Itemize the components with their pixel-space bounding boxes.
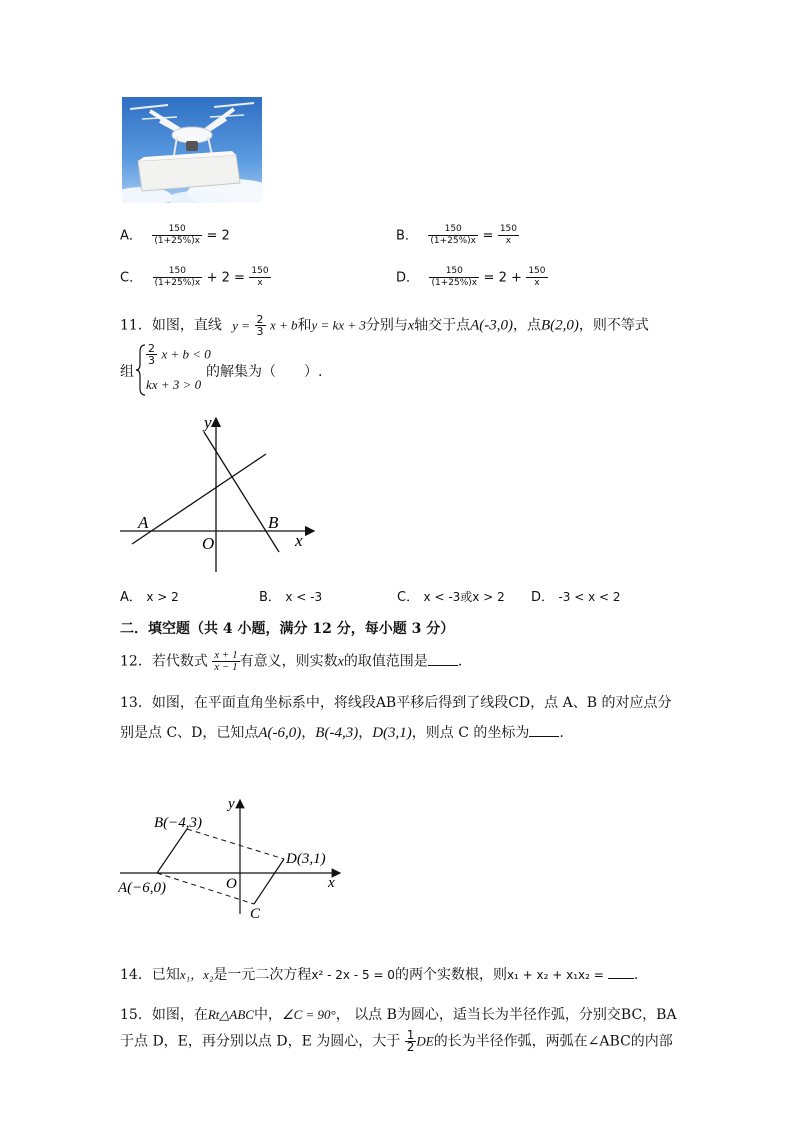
line-y-kx-plus-3 <box>204 432 279 552</box>
q11-choice-b <box>259 586 322 605</box>
q10-option-d <box>396 266 548 289</box>
q11-text: ，则不等式 <box>578 317 649 334</box>
q11-text: 和 <box>297 317 312 334</box>
period: . <box>457 653 463 670</box>
q15-text: 中， <box>253 1007 282 1023</box>
point-b: B(2,0) <box>541 317 579 334</box>
point-a-label: A(−6,0) <box>118 880 167 896</box>
denominator: (1+25%)x <box>154 278 201 288</box>
fraction-rhs <box>498 224 519 247</box>
q11-text: ，点 <box>513 317 542 334</box>
q13-line-2 <box>120 722 564 742</box>
triangle: Rt△ABC <box>207 1007 254 1022</box>
fraction <box>428 224 478 247</box>
fraction-rhs <box>526 266 547 289</box>
expression: x₁ + x₂ + x₁x₂ = <box>506 968 604 982</box>
drone-image <box>122 97 262 203</box>
q12-text: 12．若代数式 <box>120 653 208 670</box>
q10-option-b <box>396 224 519 247</box>
fraction <box>429 266 479 289</box>
angle-c: ∠C = 90° <box>281 1007 336 1022</box>
point-c-label: C <box>250 906 261 922</box>
answer-blank <box>428 653 458 666</box>
roots: x₁，x₂ <box>179 967 214 982</box>
point-b-label: B <box>268 513 279 532</box>
q15-text: 于点 D，E，再分别以点 D，E 为圆心，大于 <box>120 1033 401 1050</box>
answer-blank <box>529 724 559 737</box>
separator: ， <box>301 725 316 741</box>
equals-sign: = <box>482 228 494 244</box>
denominator: 3 <box>256 325 264 338</box>
denominator: (1+25%)x <box>430 236 476 246</box>
choice-letter: A． <box>120 590 142 605</box>
x-axis-label: x <box>295 531 303 550</box>
q12-text: 有意义，则实数 <box>239 653 338 670</box>
numerator: x + 1 <box>214 649 238 661</box>
eq1-y: y = <box>232 317 251 333</box>
dashed-bd <box>187 829 284 859</box>
numerator: 150 <box>251 266 269 276</box>
q11-text: 组 <box>120 364 134 380</box>
q11-line-1 <box>120 314 649 337</box>
eq1-fraction <box>255 314 266 337</box>
q12-fraction <box>212 650 239 673</box>
denominator: x − 1 <box>214 661 238 673</box>
q11-text: 轴交于点 <box>414 317 471 334</box>
q11-graph <box>118 412 323 577</box>
x-variable: x <box>337 654 344 670</box>
inequality-1: x + b < 0 <box>161 346 211 362</box>
separator: ， <box>358 725 373 741</box>
point-d-label: D(3,1) <box>286 851 326 867</box>
system-line-1 <box>146 343 211 366</box>
eq2: y = kx + 3 <box>311 317 366 333</box>
fraction <box>153 266 203 289</box>
point-d: D(3,1) <box>372 725 412 741</box>
fraction-rhs <box>249 266 270 289</box>
equation: x² - 2x - 5 = 0 <box>311 968 395 982</box>
numerator: 150 <box>429 266 479 278</box>
eq1-rest: x + b <box>269 317 298 333</box>
numerator: 150 <box>152 224 202 236</box>
numerator: 150 <box>499 224 517 234</box>
point-b: B(-4,3) <box>315 725 359 741</box>
point-a: A(-3,0) <box>470 317 514 334</box>
denominator: (1+25%)x <box>431 278 478 288</box>
q14 <box>120 964 638 984</box>
q11-text: 分别与 <box>365 317 408 334</box>
segment-de: DE <box>416 1033 434 1049</box>
half-fraction <box>405 1030 417 1053</box>
section-heading: 二．填空题（共 4 小题，满分 12 分，每小题 3 分） <box>120 621 455 637</box>
denominator: x <box>505 236 512 246</box>
numerator: 150 <box>153 266 203 278</box>
numerator: 150 <box>428 224 478 236</box>
q15-line-2 <box>120 1030 673 1053</box>
period: . <box>633 967 639 983</box>
q13-line-1: 13．如图，在平面直角坐标系中，将线段AB平移后得到了线段CD，点 A、B 的对应点分 <box>120 695 672 711</box>
fraction <box>152 224 202 247</box>
q13-text: 别是点 C、D，已知点 <box>120 725 259 741</box>
option-letter: A． <box>120 228 142 244</box>
q14-text: 14．已知 <box>120 967 180 983</box>
q11-choice-a <box>120 586 179 605</box>
middle-expression: + 2 = <box>206 270 245 286</box>
denominator: x <box>534 278 540 288</box>
segment-ab <box>157 829 187 873</box>
rhs: = 2 <box>206 228 230 244</box>
numerator: 1 <box>406 1028 415 1042</box>
q14-text: 的两个实数根，则 <box>394 967 507 983</box>
choice-text: x < -3或x > 2 <box>423 590 505 604</box>
choice-letter: C． <box>397 590 420 605</box>
choice-text: x < -3 <box>285 590 323 604</box>
y-axis-label: y <box>204 413 212 432</box>
q12 <box>120 650 462 673</box>
q12-text: 的取值范围是 <box>343 653 428 670</box>
choice-text: x > 2 <box>146 590 179 604</box>
denominator: (1+25%)x <box>154 236 200 246</box>
point-b-label: B(−4,3) <box>154 815 203 831</box>
denominator: 2 <box>406 1040 415 1054</box>
denominator: 3 <box>148 354 155 367</box>
q11-text: 11．如图，直线 <box>120 317 222 334</box>
q15-line-1 <box>120 1004 677 1024</box>
q15-text: 的长为半径作弧，两弧在∠ABC的内部 <box>433 1033 673 1050</box>
q11-choice-c <box>397 586 505 605</box>
origin-label: O <box>202 534 215 553</box>
q11-text: 的解集为（ ）. <box>206 364 323 380</box>
choice-letter: D． <box>531 590 555 605</box>
q10-option-a <box>120 224 230 247</box>
numerator: 2 <box>256 313 264 326</box>
segment-cd <box>254 859 284 904</box>
q13-graph <box>118 792 348 922</box>
origin-label: O <box>226 876 237 892</box>
denominator: x <box>257 278 263 288</box>
fraction <box>146 343 157 366</box>
q15-text: ， 以点 B为圆心，适当长为半径作弧，分别交BC，BA <box>335 1007 677 1023</box>
inequality-2: kx + 3 > 0 <box>146 377 202 392</box>
period: . <box>559 725 564 741</box>
brace-icon <box>136 344 146 396</box>
q11-choice-d <box>531 586 621 605</box>
numerator: 2 <box>148 342 155 355</box>
answer-blank <box>608 966 634 979</box>
numerator: 150 <box>528 266 546 276</box>
middle-expression: = 2 + <box>483 270 522 286</box>
x-axis-label: x <box>328 875 335 891</box>
point-a-label: A <box>138 513 149 532</box>
x-variable: x <box>407 318 415 334</box>
q14-text: 是一元二次方程 <box>213 967 312 983</box>
choice-letter: B． <box>259 590 281 605</box>
q15-text: 15．如图，在 <box>120 1007 208 1023</box>
point-a: A(-6,0) <box>258 725 302 741</box>
option-letter: B． <box>396 228 418 244</box>
q13-text: ，则点 C 的坐标为 <box>411 725 530 741</box>
q10-option-c <box>120 266 271 289</box>
y-axis-label: y <box>228 796 235 812</box>
choice-text: -3 < x < 2 <box>558 590 621 604</box>
option-letter: C． <box>120 270 143 286</box>
option-letter: D． <box>396 270 420 286</box>
